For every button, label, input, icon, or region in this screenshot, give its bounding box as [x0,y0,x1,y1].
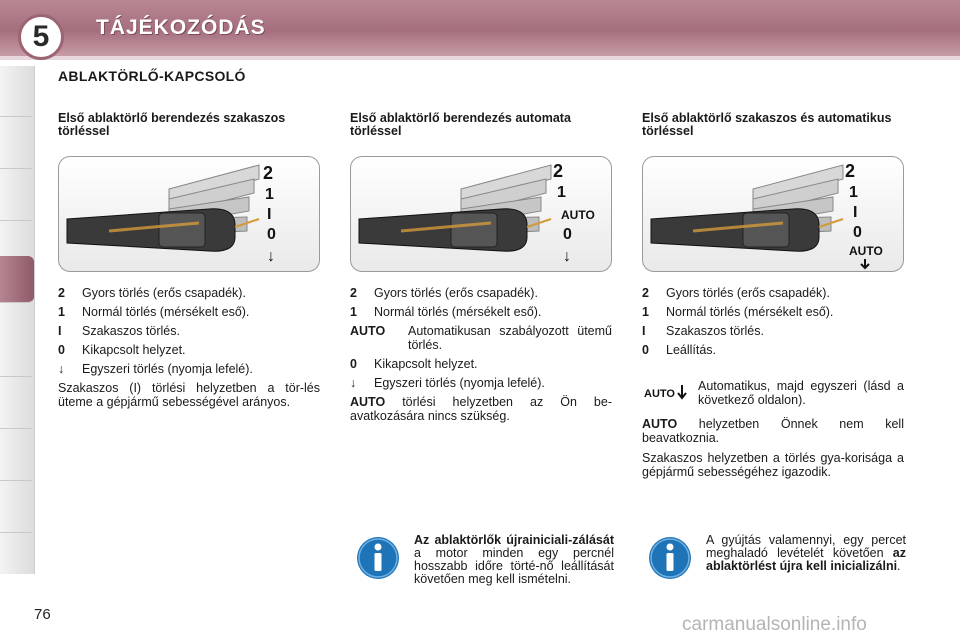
chapter-tab[interactable] [0,66,32,117]
auto-position-note: AUTO Automatikus, majd egyszeri (lásd a következő oldalon). [644,379,904,407]
column-intermittent [58,112,320,415]
list-item: 0 Kikapcsolt helyzet. [350,357,478,371]
header-strip [0,56,960,60]
chapter-tab-rail [0,66,35,574]
list-item: 1 Normál törlés (mérsékelt eső). [58,305,250,319]
column-heading: Első ablaktörlő berendezés szakaszos törléssel [58,111,286,138]
info-text: Az ablaktörlők újrainiciali-zálását a motor minden egy percnél hosszabb időre törté-nő leállítását követően meg kell ismételni. [414,533,614,586]
section-title: ABLAKTÖRLŐ-KAPCSOLÓ [58,68,246,84]
list-item: 1 Normál törlés (mérsékelt eső). [642,305,834,319]
stalk-label: 1 [265,186,274,203]
stalk-label: 2 [553,161,564,181]
chapter-tab[interactable] [0,118,32,169]
list-item: I Szakaszos törlés. [642,324,764,338]
stalk-label: I [267,206,272,223]
page-number: 76 [34,606,51,623]
info-icon [648,536,692,580]
description-paragraph: Szakaszos helyzetben a törlés gya-korisága a gépjármű sebességéhez igazodik. [642,451,904,479]
stalk-label: AUTO [849,244,883,258]
description-paragraph: AUTO helyzetben Önnek nem kell beavatkoznia. [642,417,904,445]
description-paragraph: AUTO törlési helyzetben az Ön be-avatkozására nincs szükség. [350,395,612,423]
list-item: ↓ Egyszeri törlés (nyomja lefelé). [350,376,545,390]
list-item: 0 Leállítás. [642,343,717,357]
chapter-tab[interactable] [0,378,32,429]
stalk-label: 2 [845,161,856,181]
auto-down-icon [644,383,688,401]
position-list [350,286,612,390]
list-item: 0 Kikapcsolt helyzet. [58,343,186,357]
chapter-number-badge: 5 [18,14,64,60]
stalk-label: 1 [849,184,858,201]
stalk-label: ↓ [563,248,571,265]
chapter-tab[interactable] [0,326,32,377]
wiper-stalk-illustration [642,156,904,272]
position-list [58,286,320,376]
info-icon [356,536,400,580]
wiper-stalk-illustration [58,156,320,272]
list-item: 2 Gyors törlés (erős csapadék). [58,286,246,300]
list-item: 2 Gyors törlés (erős csapadék). [350,286,538,300]
column-heading: Első ablaktörlő berendezés automata törléssel [350,111,571,138]
list-item: 1 Normál törlés (mérsékelt eső). [350,305,542,319]
chapter-tab-active[interactable] [0,256,34,303]
list-item: AUTO Automatikusan szabályozott ütemű törlés. [350,324,612,352]
chapter-title: TÁJÉKOZÓDÁS [96,16,266,39]
stalk-label: 0 [853,224,862,241]
description-paragraph: Szakaszos (I) törlési helyzetben a tör-lés üteme a gépjármű sebességével arányos. [58,381,320,409]
watermark: carmanualsonline.info [682,614,867,635]
svg-text:AUTO: AUTO [644,388,675,400]
chapter-tab[interactable] [0,170,32,221]
info-note-reinit [350,534,614,586]
list-item: ↓ Egyszeri törlés (nyomja lefelé). [58,362,253,376]
stalk-label: AUTO [561,208,595,222]
stalk-label: 0 [563,226,572,243]
stalk-label: 2 [263,163,274,183]
stalk-label: ↓ [267,248,275,265]
list-item: 2 Gyors törlés (erős csapadék). [642,286,830,300]
info-text: A gyújtás valamennyi, egy percet meghaladó levételét követően az ablaktörlést újra kell inicializálni. [706,533,906,573]
stalk-label: I [853,204,858,221]
list-item: I Szakaszos törlés. [58,324,180,338]
chapter-tab[interactable] [0,482,32,533]
stalk-label: 0 [267,226,276,243]
info-note-ignition [642,534,906,580]
wiper-stalk-illustration [350,156,612,272]
wiper-stalk [67,209,235,251]
wiper-stalk [359,209,527,251]
column-heading: Első ablaktörlő szakaszos és automatikus törléssel [642,111,892,138]
position-list [642,286,904,357]
stalk-label: 1 [557,184,566,201]
down-arrow-icon [861,259,869,268]
chapter-tab[interactable] [0,430,32,481]
column-automatic [350,112,612,429]
column-intermittent-and-automatic [642,112,904,485]
wiper-stalk [651,209,819,251]
